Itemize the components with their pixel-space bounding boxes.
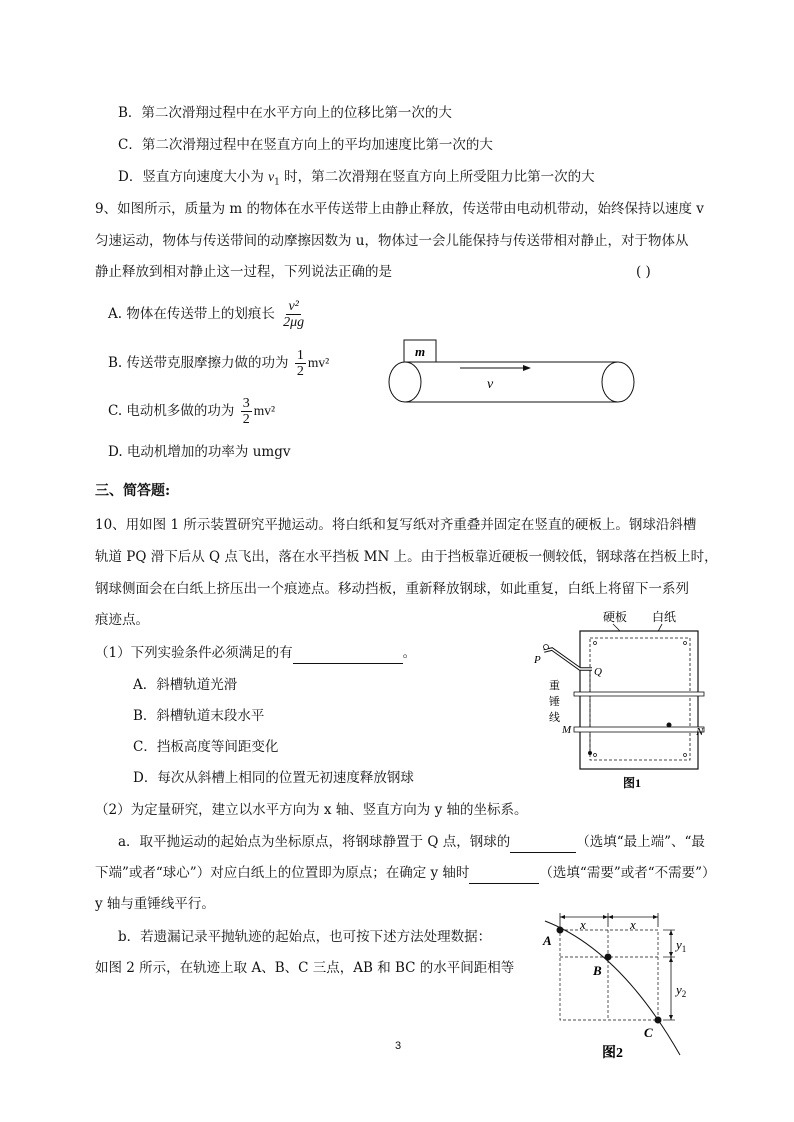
q10-a-blank1[interactable]	[510, 832, 576, 853]
q10-option-b: B．斜槽轨道末段水平	[133, 708, 265, 724]
q10-sub2: （2）为定量研究，建立以水平方向为 x 轴、竖直方向为 y 轴的坐标系。	[95, 802, 528, 818]
q8-option-d: D．竖直方向速度大小为 $v_1$ 时，第二次滑翔在竖直方向上所受阻力比第一次的大	[118, 169, 595, 188]
point-c	[655, 1017, 662, 1024]
label-x2: x	[630, 917, 636, 932]
q10-stem-line1: 10、用如图 1 所示装置研究平抛运动。将白纸和复写纸对齐重叠并固定在竖直的硬板上。钢球沿斜槽	[95, 517, 697, 533]
q9-option-c: C. 电动机多做的功为 $\frac{3}{2}$ mv²	[108, 396, 276, 427]
q9-option-d: D. 电动机增加的功率为 umgv	[108, 444, 291, 460]
q10-option-d: D．每次从斜槽上相同的位置无初速度释放钢球	[133, 770, 414, 786]
q10-stem-line3: 钢球侧面会在白纸上挤压出一个痕迹点。移动挡板，重新释放钢球，如此重复，白纸上将留下一系列	[95, 581, 689, 597]
q10-a-line3: y 轴与重锤线平行。	[95, 896, 215, 912]
q9-stem-line1: 9、如图所示，质量为 m 的物体在水平传送带上由静止释放，传送带由电动机带动，始终保持以速度 v	[95, 201, 704, 217]
label-n: N	[696, 726, 704, 738]
q8-option-b: B．第二次滑翔过程中在水平方向上的位移比第一次的大	[118, 105, 452, 121]
svg-text:锤: 锤	[549, 696, 560, 708]
q9-stem-line3: 静止释放到相对静止这一过程，下列说法正确的是	[95, 264, 392, 280]
q10-a-line1: a．取平抛运动的起始点为坐标原点，将钢球静置于 Q 点，钢球的 （选填“最上端”、“最	[118, 832, 705, 853]
velocity-arrowhead	[523, 365, 531, 371]
label-m: M	[562, 724, 572, 736]
page-number: 3	[395, 1040, 402, 1052]
point-b	[605, 954, 612, 961]
velocity-label: v	[487, 377, 494, 392]
left-pulley	[389, 362, 421, 402]
q9-option-a: A. 物体在传送带上的划痕长 $\frac{\text{v²}}{2\mu g}$	[108, 299, 305, 330]
q9-stem-line2: 匀速运动，物体与传送带间的动摩擦因数为 u，物体过一会儿能保持与传送带相对静止，对于物体从	[95, 233, 689, 249]
label-hard-board: 硬板	[603, 610, 628, 624]
q10-stem-line4: 痕迹点。	[95, 612, 149, 628]
q9-b-fraction: $\frac{1}{2}$	[296, 348, 304, 379]
q10-option-c: C．挡板高度等间距变化	[133, 739, 279, 755]
q10-sub1-blank[interactable]	[293, 643, 403, 664]
q10-a-line2: 下端”或者“球心”）对应白纸上的位置即为原点；在确定 y 轴时 （选填“需要”或者“不需要”）	[95, 863, 716, 884]
label-c: C	[644, 1025, 653, 1040]
figure-1-apparatus	[530, 605, 715, 795]
label-white-paper: 白纸	[652, 610, 677, 624]
label-y1: $y_1$	[676, 937, 687, 954]
q10-option-a: A．斜槽轨道光滑	[133, 677, 238, 693]
q10-sub1: （1）下列实验条件必须满足的有 。	[95, 643, 416, 664]
q9-a-fraction: $\frac{\text{v²}}{2\mu g}$	[283, 299, 305, 330]
svg-text:线: 线	[549, 712, 560, 724]
figure-2-trajectory	[535, 905, 695, 1065]
baffle-mn	[574, 727, 704, 732]
q10-stem-line2: 轨道 PQ 滑下后从 Q 点飞出，落在水平挡板 MN 上。由于挡板靠近硬板一侧较低，钢球落在挡板上时，	[95, 549, 718, 565]
label-y2: $y_2$	[676, 982, 687, 999]
hard-board	[580, 631, 698, 769]
figure-1-caption: 图1	[623, 776, 642, 790]
label-q: Q	[594, 666, 602, 678]
point-a	[557, 927, 564, 934]
label-b: B	[593, 963, 602, 978]
conveyor-belt-figure	[385, 338, 640, 408]
label-x1: x	[580, 917, 586, 932]
trajectory-curve	[545, 921, 680, 1055]
label-p: P	[534, 654, 541, 666]
section-3-title: 三、简答题:	[95, 483, 171, 499]
q9-c-fraction: $\frac{3}{2}$	[242, 396, 250, 427]
q9-answer-paren: ( )	[636, 264, 651, 280]
q9-option-b: B. 传送带克服摩擦力做的功为 $\frac{1}{2}$ mv²	[108, 348, 330, 379]
q10-b-line2: 如图 2 所示，在轨迹上取 A、B、C 三点，AB 和 BC 的水平间距相等	[95, 960, 515, 976]
q8-option-c: C．第二次滑翔过程中在竖直方向上的平均加速度比第一次的大	[118, 137, 493, 153]
right-pulley	[602, 362, 634, 402]
label-a: A	[543, 933, 552, 948]
q10-a-blank2[interactable]	[469, 863, 539, 884]
svg-text:重: 重	[549, 680, 560, 692]
q10-b-line1: b．若遗漏记录平抛轨迹的起始点，也可按下述方法处理数据：	[118, 929, 492, 945]
block-m-label: m	[414, 344, 426, 359]
steel-ball	[667, 723, 672, 728]
figure-2-caption: 图2	[602, 1046, 623, 1061]
